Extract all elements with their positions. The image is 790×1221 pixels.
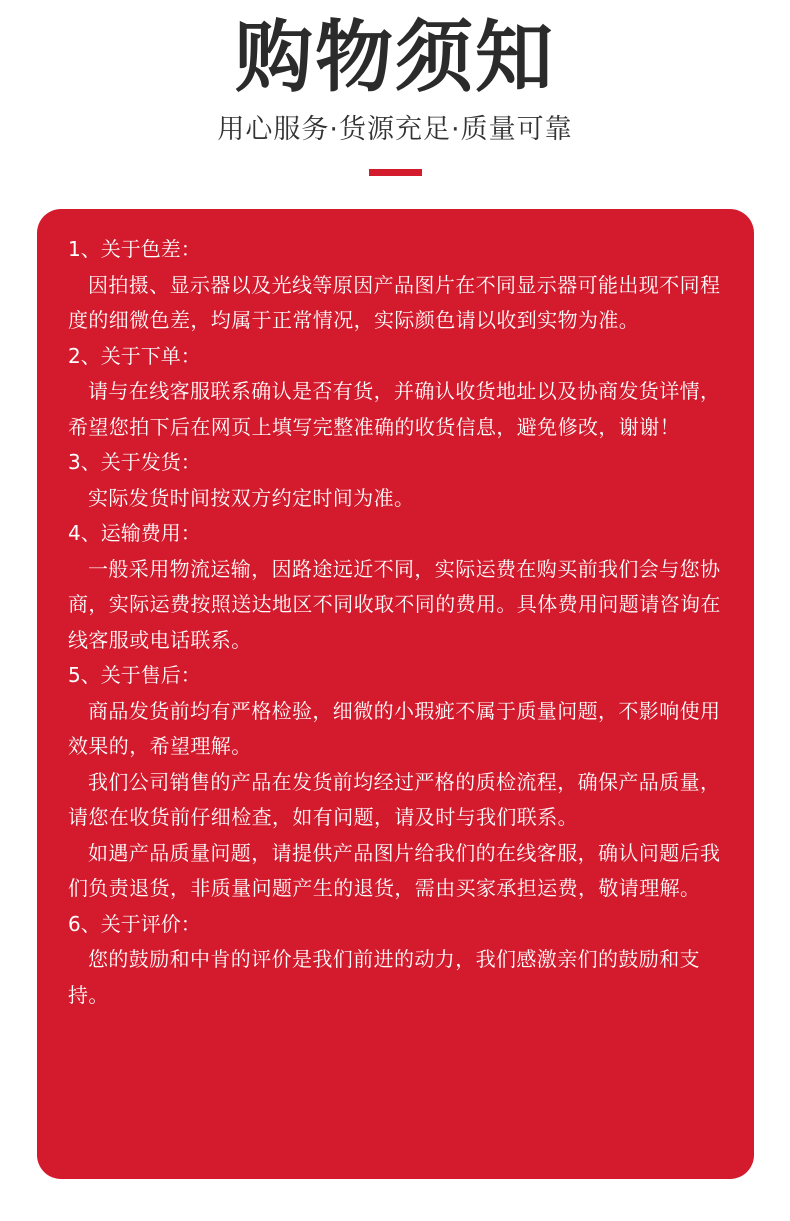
section-reviews: [68, 907, 728, 1014]
section-heading: 2、关于下单：: [68, 343, 201, 368]
section-paragraph: 如遇产品质量问题，请提供产品图片给我们的在线客服，确认问题后我们负责退货，非质量问题产生的退货，需由买家承担运费，敬请理解。: [68, 840, 721, 900]
section-heading: 5、关于售后：: [68, 663, 201, 687]
section-after-sales: [68, 658, 728, 907]
section-paragraph: 一般采用物流运输，因路途远近不同，实际运费在购买前我们会与您协商，实际运费按照送达地区不同收取不同的费用。具体费用问题请咨询在线客服或电话联系。: [68, 556, 721, 652]
section-heading: 4、运输费用：: [68, 521, 201, 545]
section-paragraph: 我们公司销售的产品在发货前均经过严格的质检流程，确保产品质量，请您在收货前仔细检查，如有问题，请及时与我们联系。: [68, 769, 721, 829]
title-divider: [369, 169, 422, 176]
section-paragraph: 因拍摄、显示器以及光线等原因产品图片在不同显示器可能出现不同程度的细微色差，均属于正常情况，实际颜色请以收到实物为准。: [68, 272, 721, 332]
section-freight-cost: [68, 516, 728, 658]
section-paragraph: 您的鼓励和中肯的评价是我们前进的动力，我们感激亲们的鼓励和支持。: [68, 947, 700, 1007]
section-heading: 1、关于色差：: [68, 237, 201, 261]
section-paragraph: 请与在线客服联系确认是否有货，并确认收货地址以及协商发货详情，希望您拍下后在网页上填写完整准确的收货信息，避免修改，谢谢！: [68, 379, 721, 439]
page-subtitle: 用心服务·货源充足·质量可靠: [217, 114, 573, 145]
section-ordering: [68, 339, 728, 446]
page-title: 购物须知: [234, 13, 555, 103]
section-color-difference: [68, 232, 728, 339]
section-heading: 3、关于发货：: [68, 450, 201, 474]
section-paragraph: 实际发货时间按双方约定时间为准。: [88, 485, 415, 510]
section-shipping: [68, 445, 728, 516]
notice-panel: [37, 209, 754, 1179]
section-heading: 6、关于评价：: [68, 911, 201, 936]
section-paragraph: 商品发货前均有严格检验，细微的小瑕疵不属于质量问题，不影响使用效果的，希望理解。: [68, 698, 721, 758]
